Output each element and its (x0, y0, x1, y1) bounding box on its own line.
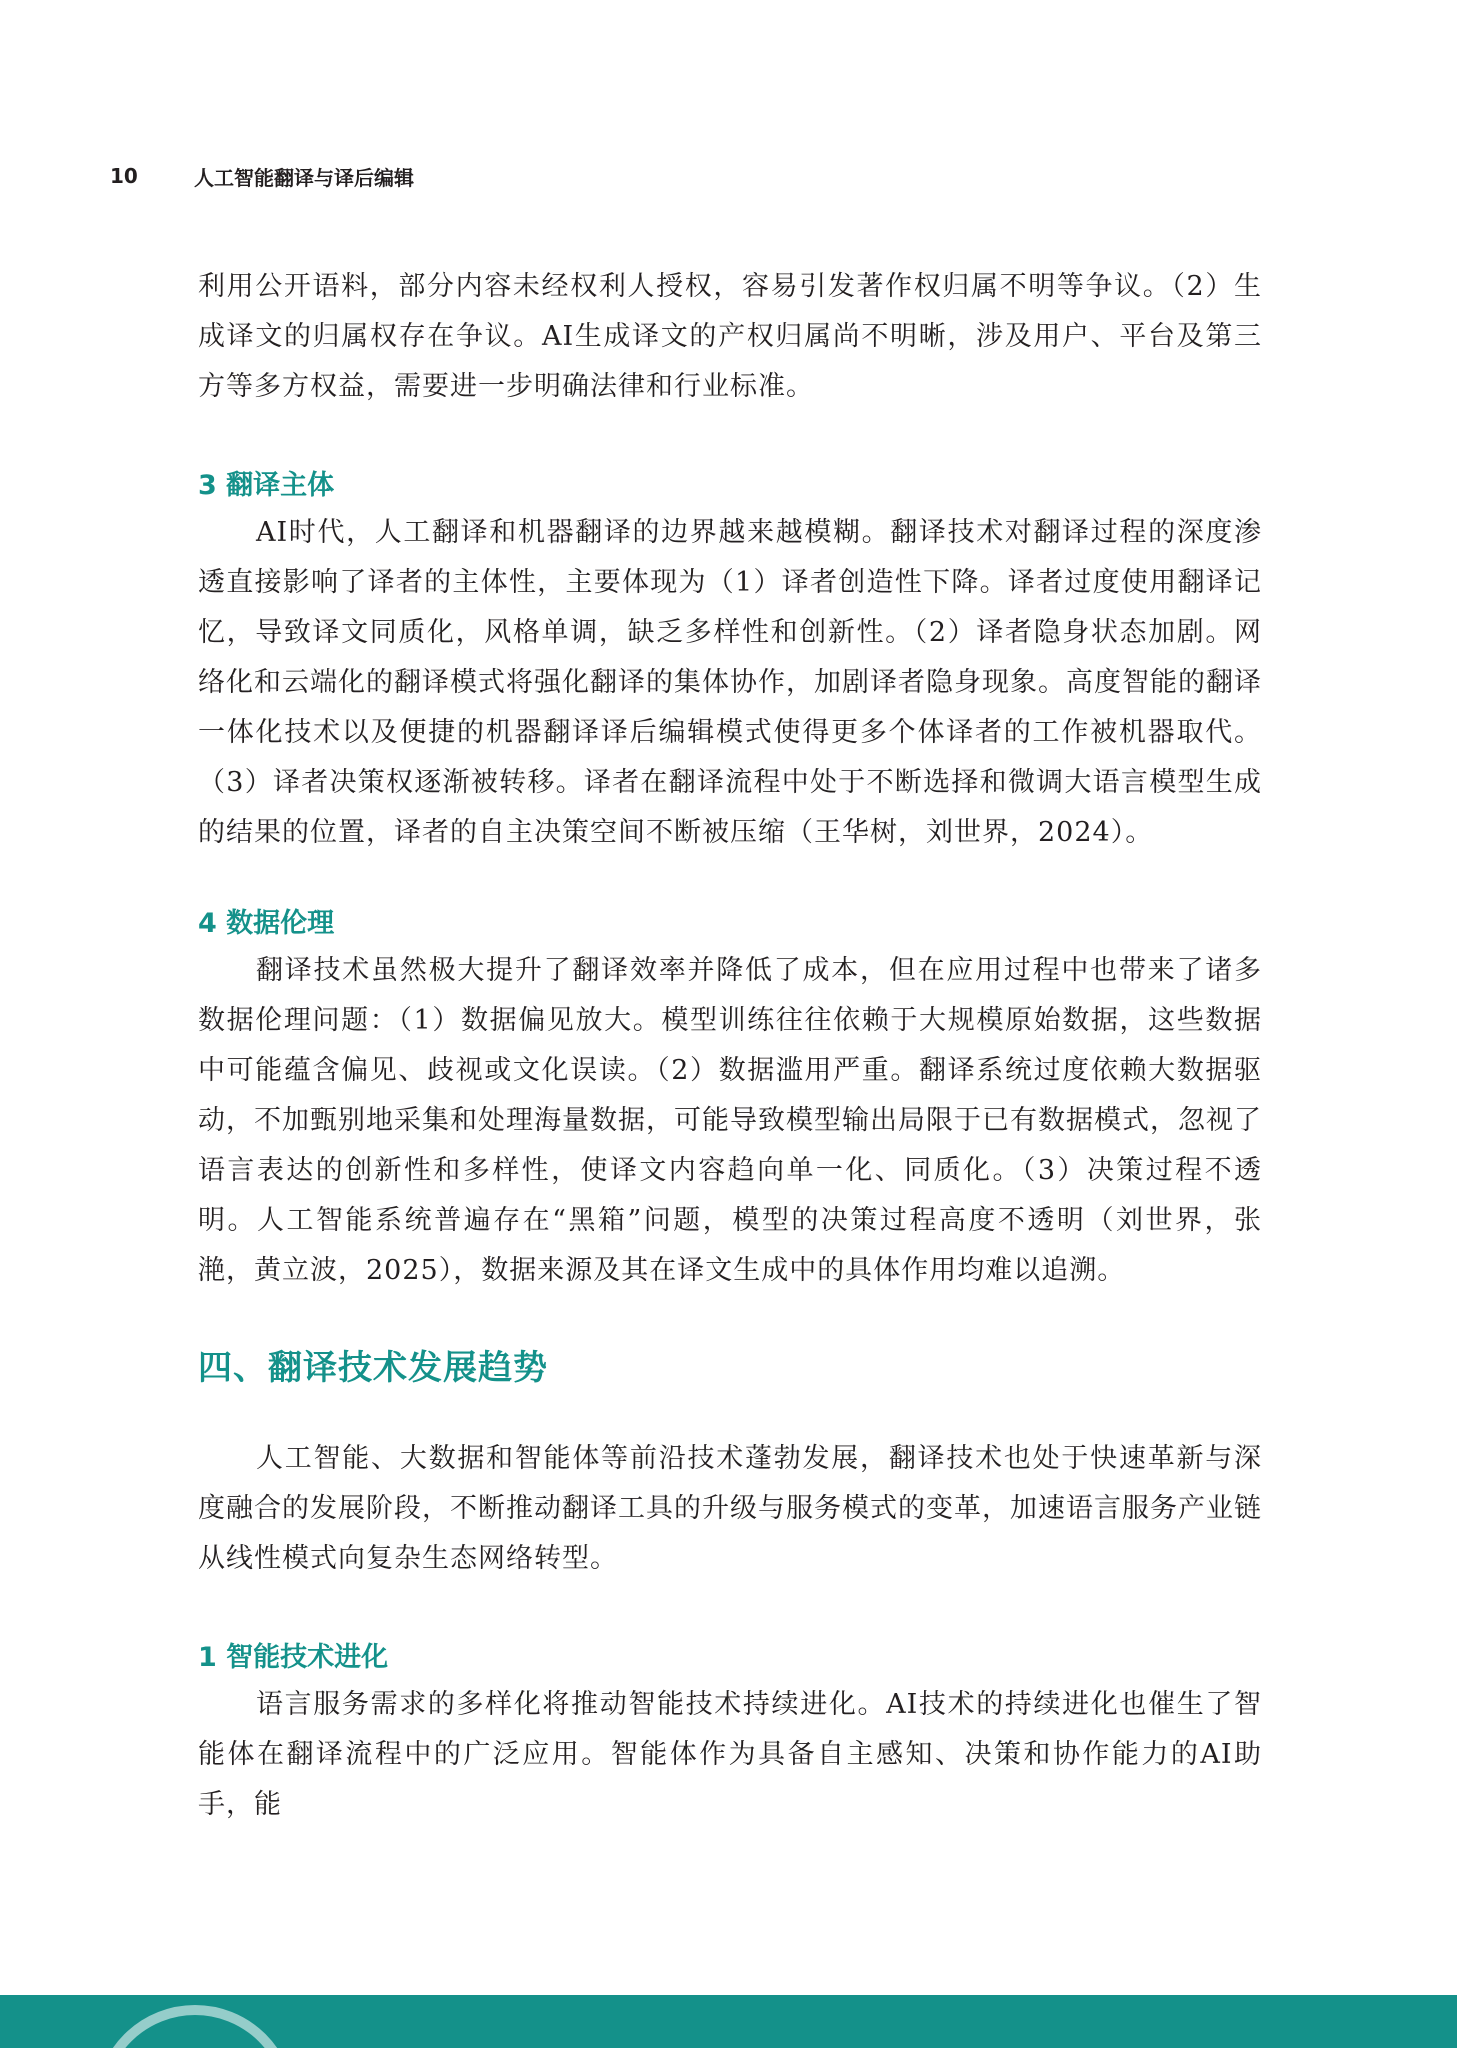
paragraph-translation-subject: AI时代，人工翻译和机器翻译的边界越来越模糊。翻译技术对翻译过程的深度渗透直接影响了译者的主体性，主要体现为（1）译者创造性下降。译者过度使用翻译记忆，导致译文同质化，风格单调，缺乏多样性和创新性。（2）译者隐身状态加剧。网络化和云端化的翻译模式将强化翻译的集体协作，加剧译者隐身现象。高度智能的翻译一体化技术以及便捷的机器翻译译后编辑模式使得更多个体译者的工作被机器取代。（3）译者决策权逐渐被转移。译者在翻译流程中处于不断选择和微调大语言模型生成的结果的位置，译者的自主决策空间不断被压缩（王华树，刘世界，2024）。 (198, 517, 1262, 848)
heading-data-ethics: 4 数据伦理 (198, 908, 335, 939)
paragraph-data-ethics: 翻译技术虽然极大提升了翻译效率并降低了成本，但在应用过程中也带来了诸多数据伦理问题：（1）数据偏见放大。模型训练往往依赖于大规模原始数据，这些数据中可能蕴含偏见、歧视或文化误读。（2）数据滥用严重。翻译系统过度依赖大数据驱动，不加甄别地采集和处理海量数据，可能导致模型输出局限于已有数据模式，忽视了语言表达的创新性和多样性，使译文内容趋向单一化、同质化。（3）决策过程不透明。人工智能系统普遍存在“黑箱”问题，模型的决策过程高度不透明（刘世界，张滟，黄立波，2025），数据来源及其在译文生成中的具体作用均难以追溯。 (198, 955, 1262, 1286)
running-header (110, 158, 414, 194)
heading-intelligent-tech: 1 智能技术进化 (198, 1642, 389, 1673)
paragraph-section-four: 人工智能、大数据和智能体等前沿技术蓬勃发展，翻译技术也处于快速革新与深度融合的发展阶段，不断推动翻译工具的升级与服务模式的变革，加速语言服务产业链从线性模式向复杂生态网络转型。 (198, 1443, 1262, 1574)
footer-band (0, 1995, 1457, 2048)
page-number: 10 (110, 164, 138, 188)
paragraph-intelligent-tech: 语言服务需求的多样化将推动智能技术持续进化。AI技术的持续进化也催生了智能体在翻译流程中的广泛应用。智能体作为具备自主感知、决策和协作能力的AI助手，能 (198, 1689, 1262, 1820)
page-body (198, 262, 1262, 1830)
heading-section-four: 四、翻译技术发展趋势 (198, 1348, 548, 1388)
paragraph-intro: 利用公开语料，部分内容未经权利人授权，容易引发著作权归属不明等争议。（2）生成译文的归属权存在争议。AI生成译文的产权归属尚不明晰，涉及用户、平台及第三方等多方权益，需要进一步明确法律和行业标准。 (198, 271, 1262, 402)
heading-translation-subject: 3 翻译主体 (198, 470, 335, 501)
book-title: 人工智能翻译与译后编辑 (194, 165, 414, 190)
decorative-ring (95, 2005, 295, 2048)
